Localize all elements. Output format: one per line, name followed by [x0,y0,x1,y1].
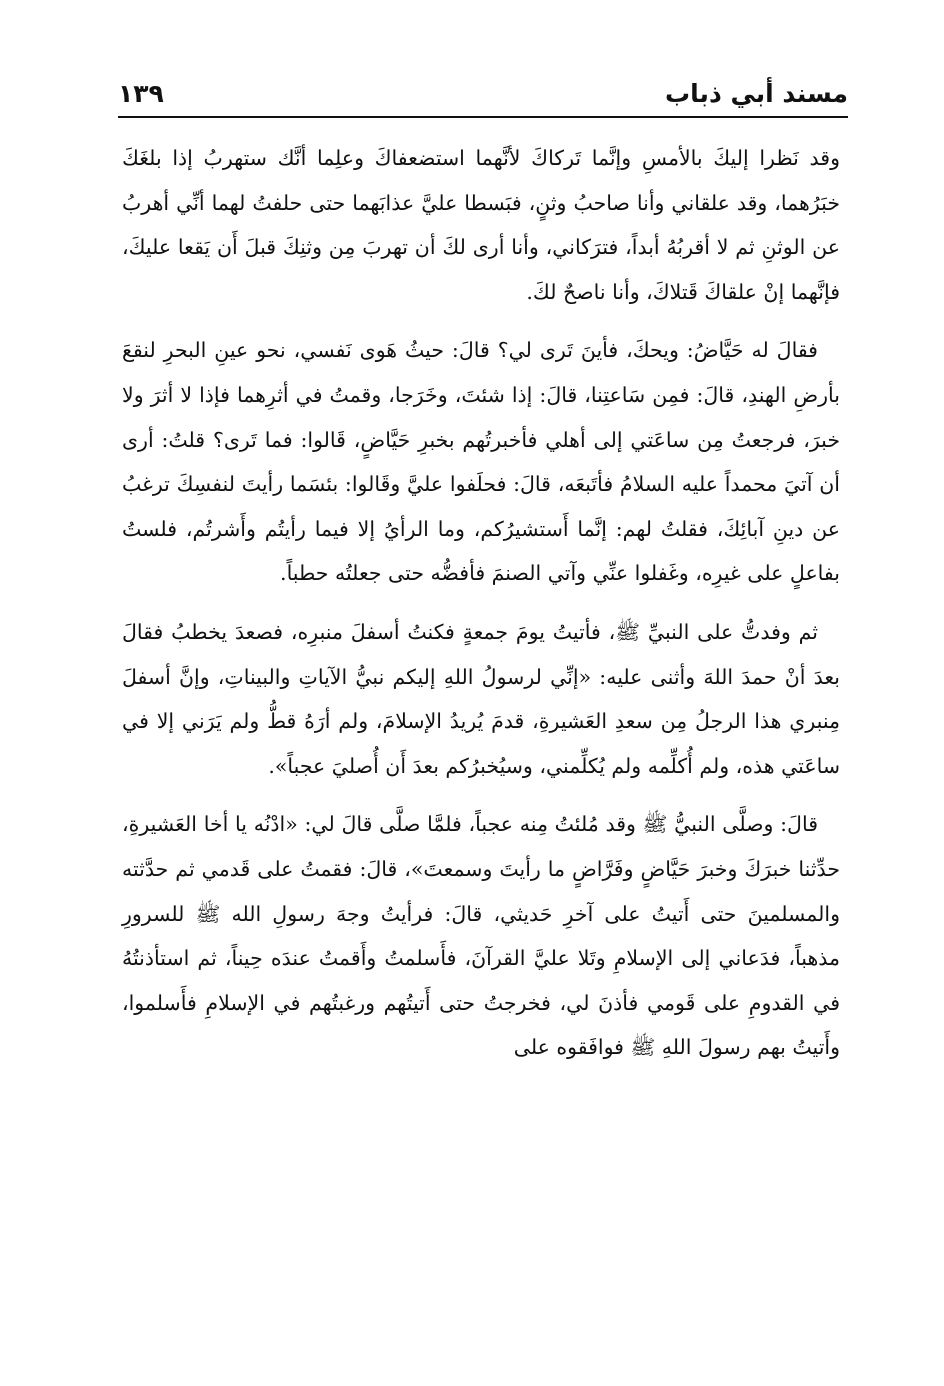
page-header [118,76,848,116]
main-text [122,136,840,1070]
page-number: ١٣٩ [118,79,164,108]
paragraph-1: وقد نَظرا إليكَ بالأمسِ وإنَّما تَركاكَ لأنَّهما استضعفاكَ وعلِما أنَّك ستهربُ إذا بلغَكَ خبَرُهما، وقد علقاني وأنا صاحبُ وثنٍ، فبَسطا عليَّ عذابَهما حتى حلفتُ لهما أنِّي أهربُ عن الوثنِ ثم لا أقربُهُ أبداً، فترَكاني، وأنا أرى لكَ أن تهربَ مِن وثنِكَ قبلَ أَن يَقعا عليكَ، فإنَّهما إنْ علقاكَ قَتلاكَ، وأنا ناصحٌ لكَ. [122,146,840,304]
paragraph-3: ثم وفدتُّ على النبيِّ ﷺ، فأتيتُ يومَ جمعةٍ فكنتُ أسفلَ منبرِه، فصعدَ يخطبُ فقالَ بعدَ أنْ حمدَ اللهَ وأثنى عليه: «إنِّي لرسولُ اللهِ إليكم نبيُّ الآياتِ والبيناتِ، وإنَّ أسفلَ مِنبري هذا الرجلُ مِن سعدِ العَشيرةِ، قدمَ يُريدُ الإسلامَ، ولم أرَهُ قطُّ ولم يَرَني إلا في ساعَتي هذه، ولم أُكلِّمه ولم يُكلِّمني، وسيُخبرُكم بعدَ أَن أُصليَ عجباً». [122,619,840,778]
paragraph-2: فقالَ له حَيَّاضُ: ويحكَ، فأينَ تَرى لي؟ قالَ: حيثُ هَوى نَفسي، نحو عينِ البحرِ لنقعَ بأرضِ الهندِ، قالَ: فمِن سَاعتِنا، قالَ: إذا شئتَ، وخَرَجا، وقمتُ في أثرِهما فإذا لا أثرَ ولا خبرَ، فرجعتُ مِن ساعَتي إلى أهلي فأخبرتُهم بخبرِ حَيَّاضٍ، قَالوا: فما تَرى؟ قلتُ: أرى أن آتيَ محمداً عليه السلامُ فأتَبعَه، قالَ: فحلَفوا عليَّ وقَالوا: بئسَما رأيتَ لنفسِكَ ترغبُ عن دينِ آبائِكَ، فقلتُ لهم: إنَّما أَستشيرُكم، وما الرأيُ إلا فيما رأيتُم وأَشرتُم، فلستُ بفاعلٍ على غيرِه، وغَفلوا عنِّي وآتي الصنمَ فأفضُّه حتى جعلتُه حطباً. [122,338,840,586]
running-title: مسند أبي ذباب [665,79,848,108]
header-divider [118,116,848,118]
paragraph-4: قالَ: وصلَّى النبيُّ ﷺ وقد مُلئتُ مِنه عجباً، فلمَّا صلَّى قالَ لي: «ادْنُه يا أخا العَشيرةِ، حدِّثنا خبرَكَ وخبرَ حَيَّاضٍ وفَرَّاضٍ ما رأيتَ وسمعتَ»، قالَ: فقمتُ على قَدمي ثم حدَّثته والمسلمينَ حتى أَتيتُ على آخرِ حَديثي، قالَ: فرأيتُ وجهَ رسولِ الله ﷺ للسرورِ مذهباً، فدَعاني إلى الإسلامِ وتَلا عليَّ القرآنَ، فأَسلمتُ وأَقمتُ عندَه حِيناً، ثم استأذنتُهُ في القدومِ على قَومي فأذنَ لي، فخرجتُ حتى أَتيتُهم ورغبتُهم في الإسلامِ فأَسلموا، وأَتيتُ بهم رسولَ اللهِ ﷺ فوافَقوه على [122,812,840,1060]
